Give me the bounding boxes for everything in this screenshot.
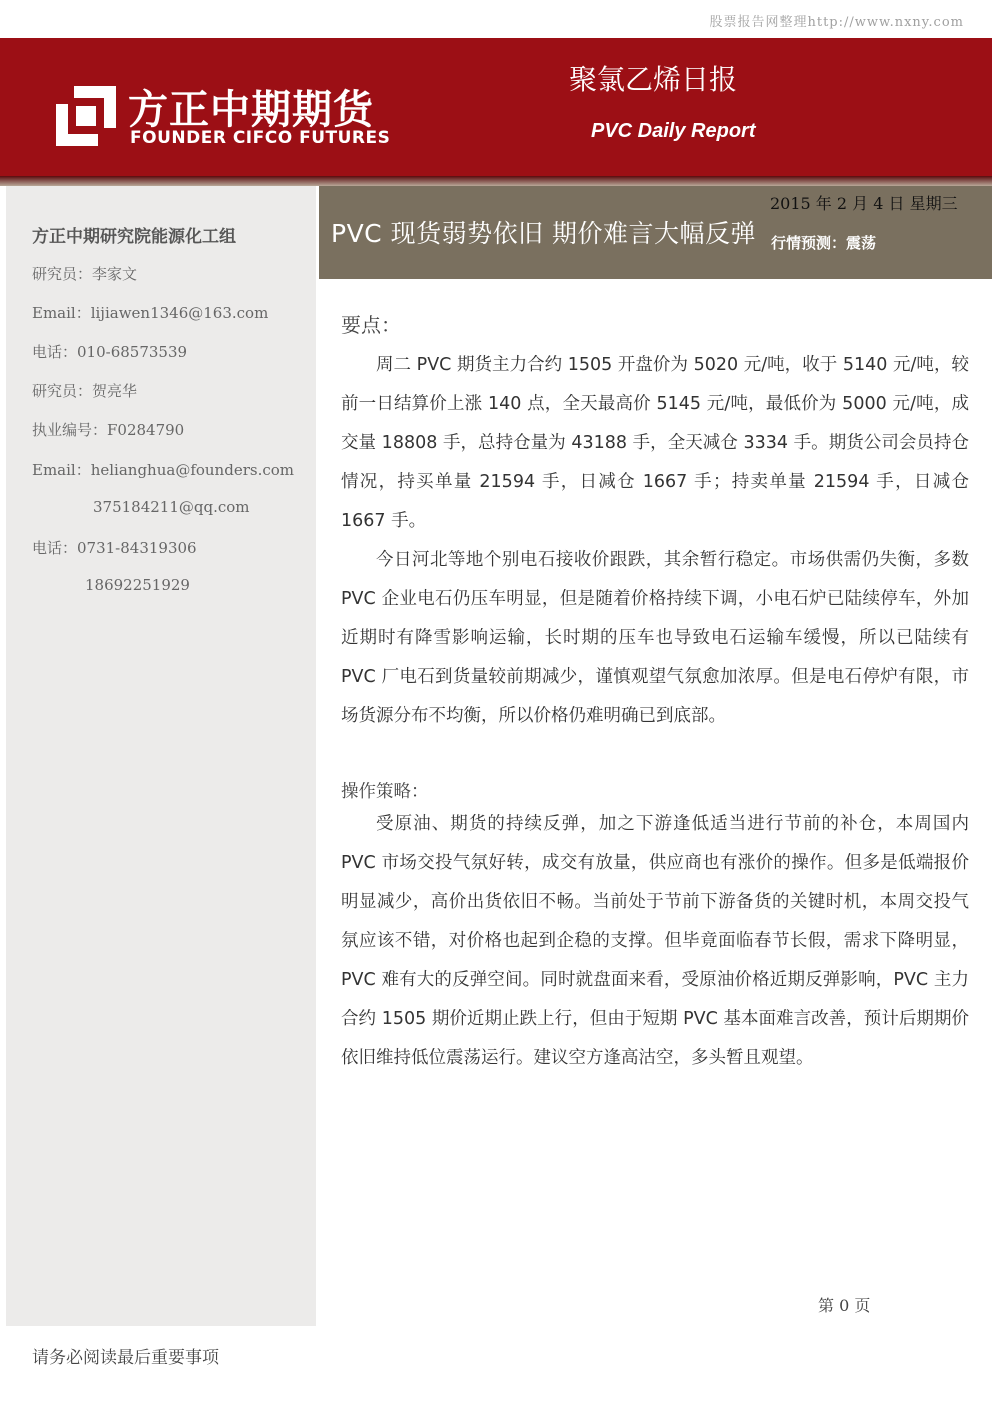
analyst-email-alt: 375184211@qq.com [93,498,250,516]
research-group: 方正中期研究院能源化工组 [32,227,236,247]
strategy-title: 操作策略： [341,782,429,802]
analyst-email: Email：lijiawen1346@163.com [32,304,269,322]
key-points-title: 要点： [341,313,401,337]
analyst-email: Email：helianghua@founders.com [32,461,294,479]
analyst-name: 研究员：贺亮华 [32,382,138,400]
analyst-phone: 电话：0731-84319306 [32,539,197,557]
paragraph-calcium-carbide: 今日河北等地个别电石接收价跟跌，其余暂行稳定。市场供需仍失衡，多数 PVC 企业电石仍压车明显，但是随着价格持续下调，小电石炉已陆续停车，外加近期时有降雪影响运输，长时期的压车也导致电石运输车缓慢，所以已陆续有 PVC 厂电石到货量较前期减少，谨慎观望气氛愈加浓厚。但是电石停炉有限，市场货源分布不均衡，所以价格仍难明确已到底部。 [341,550,969,726]
founder-logo-icon [56,86,116,146]
report-headline: PVC 现货弱势依旧 期价难言大幅反弹 [331,219,757,248]
brand-name-cn: 方正中期期货 [128,87,374,133]
page-number: 第 0 页 [818,1296,871,1315]
watermark-text: 股票报告网整理http://www.nxny.com [709,15,964,30]
disclaimer-notice: 请务必阅读最后重要事项 [32,1348,219,1368]
report-date: 2015 年 2 月 4 日 星期三 [770,194,958,213]
paragraph-strategy: 受原油、期货的持续反弹，加之下游逢低适当进行节前的补仓，本周国内 PVC 市场交投气氛好转，成交有放量，供应商也有涨价的操作。但多是低端报价明显减少，高价出货依旧不畅。当前处于节前下游备货的关键时机，本周交投气氛应该不错，对价格也起到企稳的支撑。但毕竟面临春节长假，需求下降明显，PVC 难有大的反弹空间。同时就盘面来看，受原油价格近期反弹影响，PVC 主力合约 1505 期价近期止跌上行，但由于短期 PVC 基本面难言改善，预计后期期价依旧维持低位震荡运行。建议空方逢高沽空，多头暂且观望。 [341,814,969,1068]
analyst-phone: 电话：010-68573539 [32,343,188,361]
license-number: 执业编号：F0284790 [32,421,185,439]
brand-name-en: FOUNDER CIFCO FUTURES [130,128,391,148]
analyst-mobile: 18692251929 [85,576,190,594]
report-title-en: PVC Daily Report [591,120,756,142]
market-forecast: 行情预测：震荡 [771,234,877,252]
report-title-cn: 聚氯乙烯日报 [569,63,738,96]
banner-shadow [0,176,992,186]
paragraph-market-summary: 周二 PVC 期货主力合约 1505 开盘价为 5020 元/吨，收于 5140 元/吨，较前一日结算价上涨 140 点，全天最高价 5145 元/吨，最低价为 5000 元/吨，成交量 18808 手，总持仓量为 43188 手，全天减仓 3334 手。期货公司会员持仓情况，持买单量 21594 手，日减仓 1667 手；持卖单量 21594 手，日减仓 1667 手。 [341,355,969,531]
analyst-name: 研究员：李家文 [32,265,138,283]
